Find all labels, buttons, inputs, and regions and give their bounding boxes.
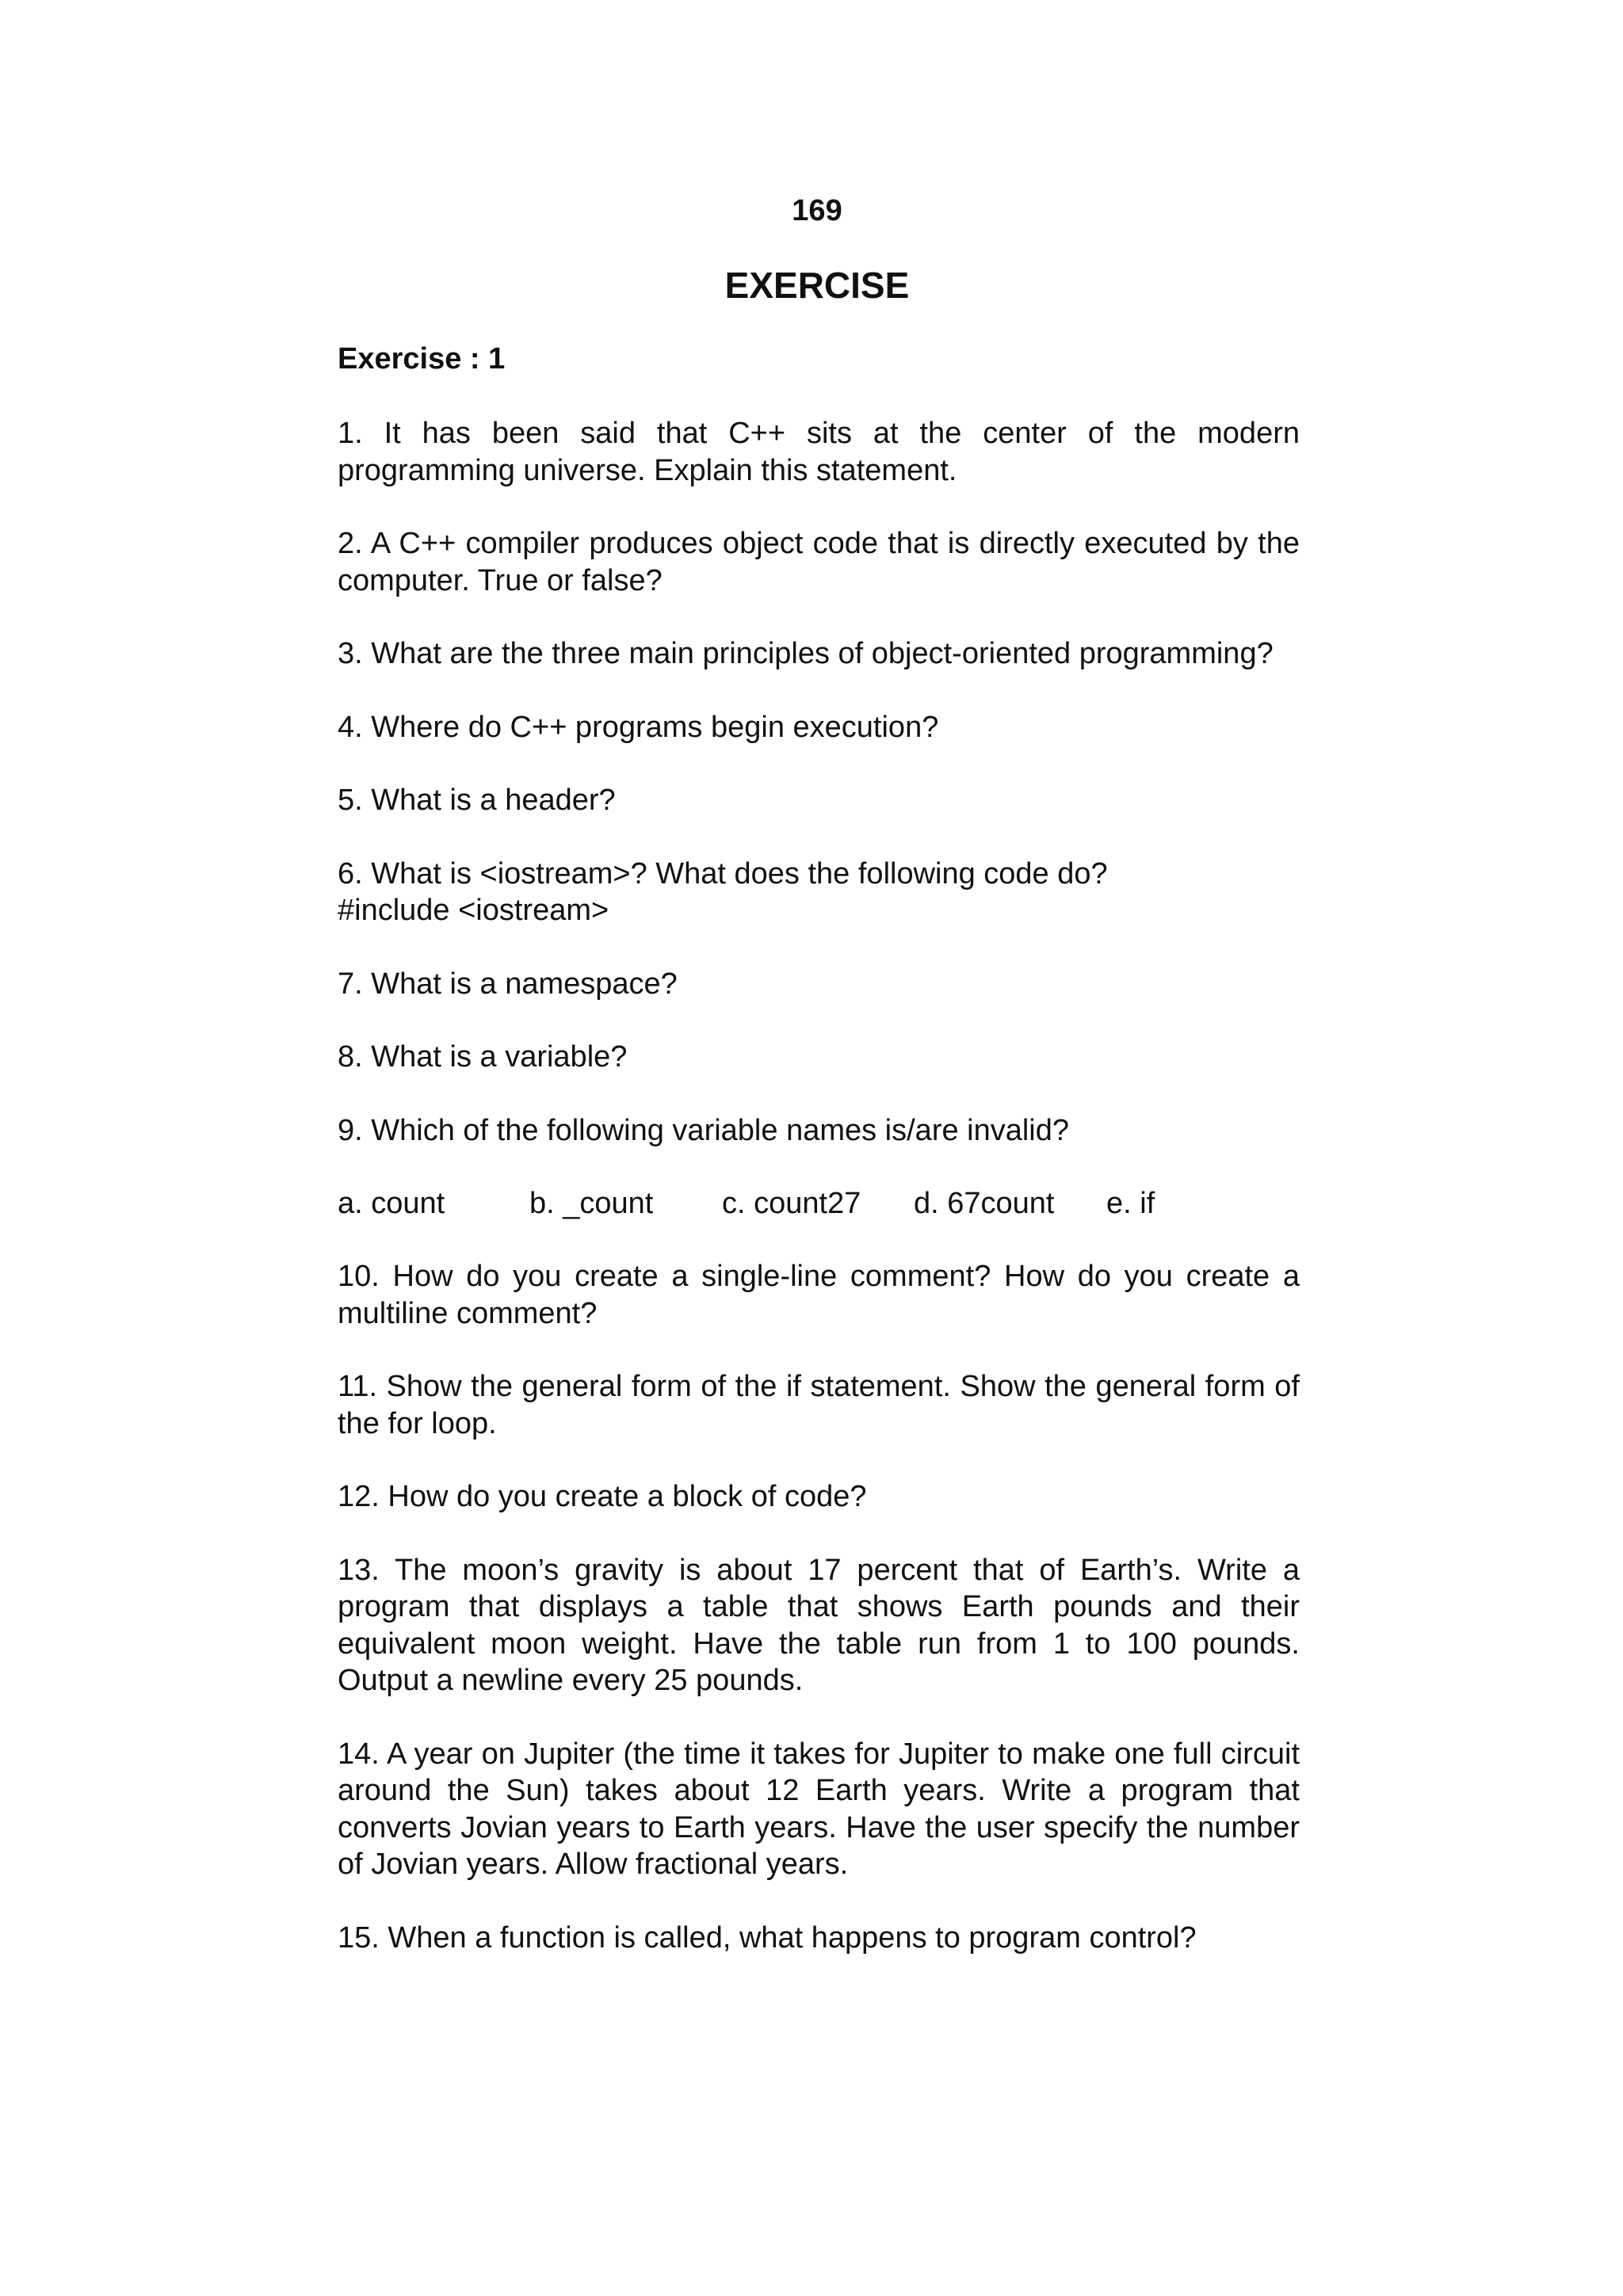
question-14: 14. A year on Jupiter (the time it takes for Jupiter to make one full circuit around the Sun) takes about 12 Earth years. Write a program that converts Jovian years to Earth years. Have the user specify the number of Jovian years. Allow fractional years. xyxy=(338,1737,1300,1881)
option-e: e. if xyxy=(1106,1187,1155,1220)
question-9-options xyxy=(338,1185,1300,1222)
question-11: 11. Show the general form of the if statement. Show the general form of the for loop. xyxy=(338,1370,1300,1440)
question-6-text: 6. What is <iostream>? What does the following code do? xyxy=(338,856,1108,891)
option-c: c. count27 xyxy=(722,1187,861,1220)
question-7: 7. What is a namespace? xyxy=(338,967,678,1001)
question-4: 4. Where do C++ programs begin execution? xyxy=(338,710,939,744)
question-12: 12. How do you create a block of code? xyxy=(338,1480,867,1513)
question-15: 15. When a function is called, what happens to program control? xyxy=(338,1920,1197,1955)
question-9: 9. Which of the following variable names is/are invalid? xyxy=(338,1113,1070,1147)
page-title: EXERCISE xyxy=(724,265,910,306)
question-3: 3. What are the three main principles of object-oriented programming? xyxy=(338,637,1274,670)
option-b: b. _count xyxy=(529,1187,654,1220)
page-number: 169 xyxy=(792,194,842,227)
question-6 xyxy=(338,856,1300,929)
question-2: 2. A C++ compiler produces object code that is directly executed by the computer. True or false? xyxy=(338,527,1300,597)
option-d: d. 67count xyxy=(914,1187,1055,1220)
exercise-subheading: Exercise : 1 xyxy=(338,342,506,376)
option-a: a. count xyxy=(338,1187,445,1220)
question-5: 5. What is a header? xyxy=(338,784,616,817)
question-8: 8. What is a variable? xyxy=(338,1040,628,1074)
exercise-content xyxy=(338,341,1300,1993)
question-13: 13. The moon’s gravity is about 17 percent that of Earth’s. Write a program that displays a table that shows Earth pounds and their equivalent moon weight. Have the table run from 1 to 100 pounds. Output a newline every 25 pounds. xyxy=(338,1553,1300,1697)
question-6-code: #include <iostream> xyxy=(338,894,609,927)
question-1: 1. It has been said that C++ sits at the center of the modern programming universe. Explain this statement. xyxy=(338,417,1300,487)
question-10: 10. How do you create a single-line comment? How do you create a multiline comment? xyxy=(338,1260,1300,1330)
